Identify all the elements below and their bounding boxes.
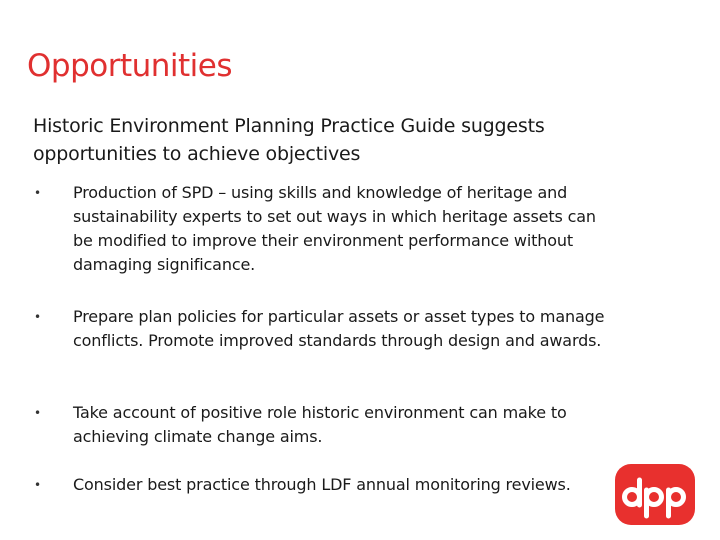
bullet-marker: • (34, 310, 42, 324)
dpp-logo (615, 464, 695, 525)
bullet-marker: • (34, 406, 42, 420)
slide-title: Opportunities (27, 48, 233, 84)
bullet-text: Take account of positive role historic environment can make to achieving climate change aims. (73, 403, 567, 446)
bullet-text: Consider best practice through LDF annual monitoring reviews. (73, 475, 571, 494)
bullet-marker: • (34, 186, 42, 200)
bullet-marker: • (34, 478, 42, 492)
dpp-logo-mark (615, 464, 695, 525)
bullet-text: Prepare plan policies for particular assets or asset types to manage conflicts. Promote improved standards through design and awards. (73, 307, 605, 350)
intro-text: Historic Environment Planning Practice Guide suggests opportunities to achieve objectives (33, 115, 545, 165)
bullet-text: Production of SPD – using skills and knowledge of heritage and sustainability experts to set out ways in which heritage assets can be modified to improve their environment performance without damaging significance. (73, 183, 596, 274)
